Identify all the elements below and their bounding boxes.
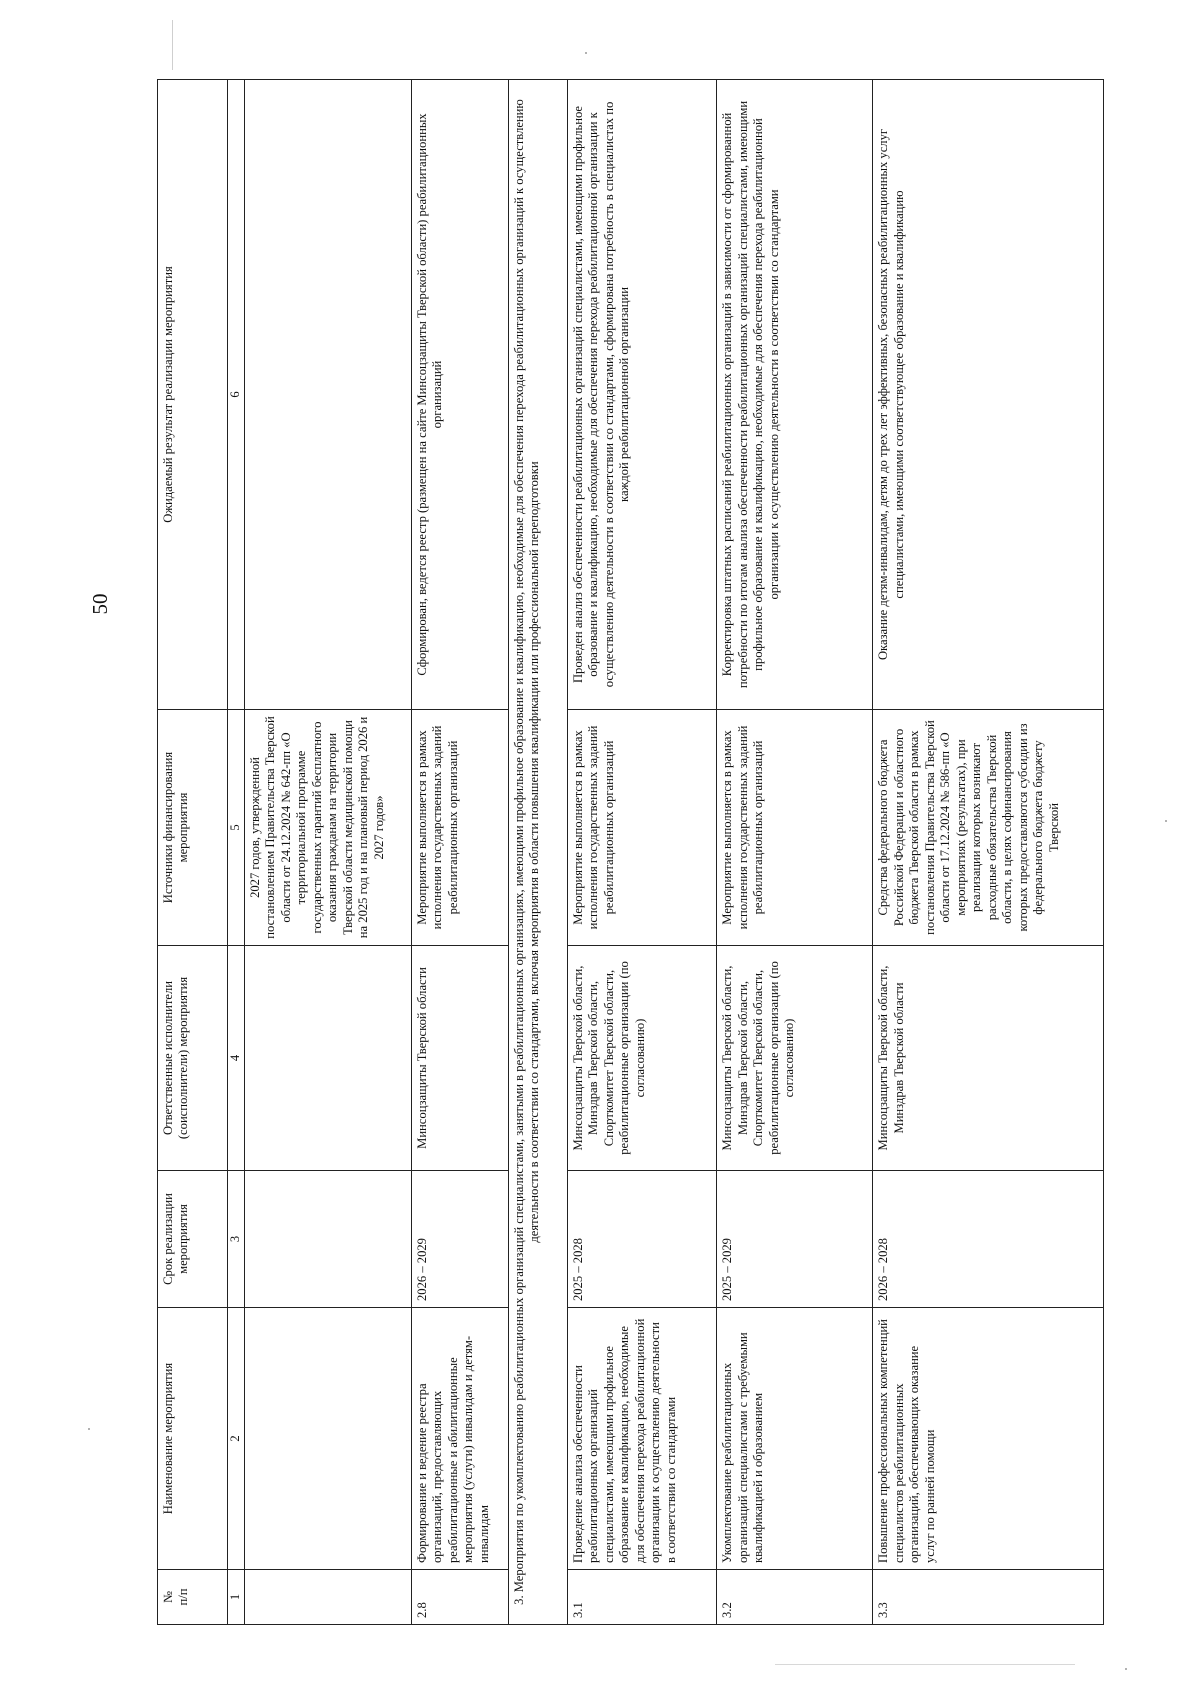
header-financing: Источники финансирования мероприятия (158, 710, 228, 946)
table-row-3-2 (717, 80, 873, 1625)
header-result: Ожидаемый результат реализации мероприятия (158, 80, 228, 710)
column-number: 3 (228, 1171, 245, 1308)
row-financing: Средства федерального бюджета Российской Федерации и областного бюджета Тверской области в рамках постановления Правительства Тверской области от 17.12.2024 № 586-пп «О мероприятиях (результатах), при реализации которых возникают расходные обязательства Тверской области, в целях софинансирования которых предоставляются субсидии из федерального бюджета бюджету Тверской (873, 710, 1104, 946)
row-period: 2026 – 2028 (873, 1171, 1104, 1308)
table-row-3-3 (873, 80, 1104, 1625)
header-period: Срок реализации мероприятия (158, 1171, 228, 1308)
row-result: Оказание детям-инвалидам, детям до трех лет эффективных, безопасных реабилитационных услуг специалистами, имеющими соответствующее образование и квалификацию (873, 80, 1104, 710)
section-title: 3. Мероприятия по укомплектованию реабилитационных организаций специалистами, занятыми в реабилитационных организациях, имеющими профильное образование и квалификацию, необходимые для обеспечения перехода реабилитационных организаций к осуществлению деятельности в соответствии со стандартами, включая мероприятия в области повышения квалификации или профессиональной переподготовки (508, 80, 567, 1625)
column-number: 1 (228, 1570, 245, 1625)
row-name: Повышение профессиональных компетенций специалистов реабилитационных организаций, обеспечивающих оказание услуг по ранней помощи (873, 1308, 1104, 1570)
continuation-financing: 2027 годов, утвержденной постановлением Правительства Тверской области от 24.12.2024 № 642-пп «О территориальной программе государственных гарантий бесплатного оказания гражданам на территории Тверской области медицинской помощи на 2025 год и на плановый период 2026 и 2027 годов» (245, 710, 412, 946)
row-executors: Минсоцзащиты Тверской области, Минздрав Тверской области, Спорткомитет Тверской области, реабилитационные организации (по согласованию) (567, 946, 716, 1171)
table-row-3-1 (567, 80, 716, 1625)
row-result: Сформирован, ведется реестр (размещен на сайте Минсоцзащиты Тверской области) реабилитационных организаций (411, 80, 508, 710)
scan-speck (585, 52, 587, 54)
row-period: 2026 – 2029 (411, 1171, 508, 1308)
header-executors: Ответственные исполнители (соисполнители) мероприятия (158, 946, 228, 1171)
scan-mark (775, 1664, 1075, 1665)
row-result: Корректировка штатных расписаний реабилитационных организаций в зависимости от сформированной потребности по итогам анализа обеспеченности реабилитационных организаций специалистами, имеющими профильное образование и квалификацию, необходимые для обеспечения перехода реабилитационной организации к осуществлению деятельности в соответствии со стандартами (717, 80, 873, 710)
row-name: Формирование и ведение реестра организаций, предоставляющих реабилитационные и абилитационные мероприятия (услуги) инвалидам и детям-инвалидам (411, 1308, 508, 1570)
scan-speck (1165, 820, 1167, 822)
table-row-2-8 (411, 80, 508, 1625)
row-number: 3.3 (873, 1570, 1104, 1625)
row-financing: Мероприятие выполняется в рамках исполнения государственных заданий реабилитационных организаций (717, 710, 873, 946)
scan-speck (1125, 1668, 1127, 1670)
row-executors: Минсоцзащиты Тверской области (411, 946, 508, 1171)
scan-mark (172, 20, 173, 70)
row-name: Укомплектование реабилитационных организаций специалистами с требуемыми квалификацией и образованием (717, 1308, 873, 1570)
column-number: 4 (228, 946, 245, 1171)
column-number: 2 (228, 1308, 245, 1570)
rotated-table-container (157, 80, 1104, 1625)
row-number: 3.1 (567, 1570, 716, 1625)
row-executors: Минсоцзащиты Тверской области, Минздрав Тверской области, Спорткомитет Тверской области, реабилитационные организации (по согласованию) (717, 946, 873, 1171)
header-name: Наименование мероприятия (158, 1308, 228, 1570)
scan-speck (88, 1428, 90, 1430)
row-executors: Минсоцзащиты Тверской области, Минздрав Тверской области (873, 946, 1104, 1171)
row-number: 3.2 (717, 1570, 873, 1625)
row-period: 2025 – 2028 (567, 1171, 716, 1308)
row-financing: Мероприятие выполняется в рамках исполнения государственных заданий реабилитационных организаций (567, 710, 716, 946)
page-number: 50 (88, 593, 112, 615)
row-financing: Мероприятие выполняется в рамках исполнения государственных заданий реабилитационных организаций (411, 710, 508, 946)
header-number: № п/п (158, 1570, 228, 1625)
row-number: 2.8 (411, 1570, 508, 1625)
column-number: 6 (228, 80, 245, 710)
table-row-continuation (245, 80, 412, 1625)
column-number: 5 (228, 710, 245, 946)
section-3-heading-row (508, 80, 567, 1625)
measures-table (157, 79, 1104, 1625)
column-number-row (228, 80, 245, 1625)
row-name: Проведение анализа обеспеченности реабилитационных организаций специалистами, имеющими профильное образование и квалификацию, необходимые для обеспечения перехода реабилитационной организации к осуществлению деятельности в соответствии со стандартами (567, 1308, 716, 1570)
table-header-row (158, 80, 228, 1625)
row-result: Проведен анализ обеспеченности реабилитационных организаций специалистами, имеющими профильное образование и квалификацию, необходимые для обеспечения перехода реабилитационной организации к осуществлению деятельности в соответствии со стандартами, сформирована потребность в специалистах по каждой реабилитационной организации (567, 80, 716, 710)
row-period: 2025 – 2029 (717, 1171, 873, 1308)
